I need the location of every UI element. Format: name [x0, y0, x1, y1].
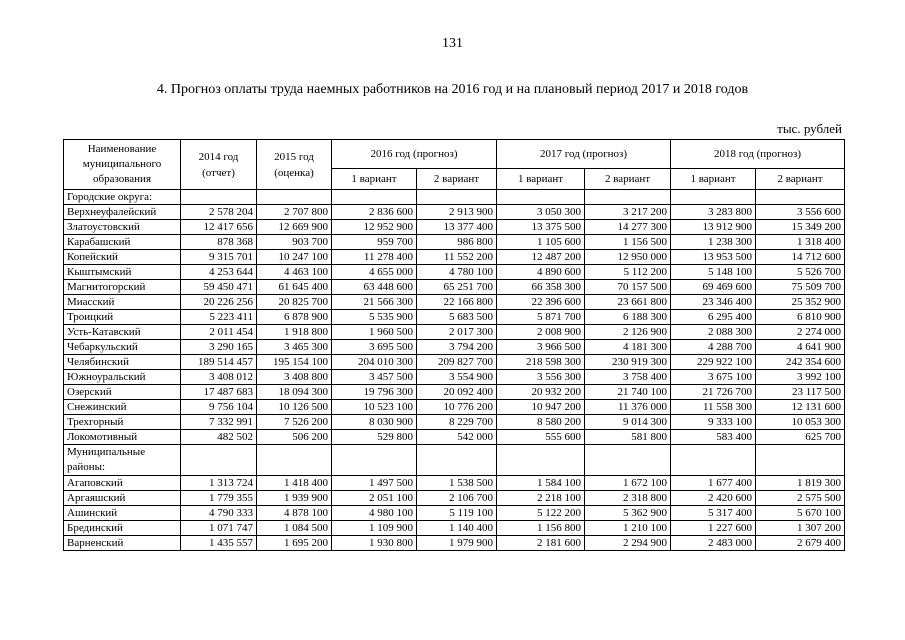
value-cell: 189 514 457	[181, 355, 257, 370]
value-cell: 4 790 333	[181, 506, 257, 521]
table-row	[64, 355, 845, 370]
value-cell: 1 538 500	[417, 476, 497, 491]
value-cell: 2 294 900	[585, 536, 671, 551]
value-cell: 529 800	[332, 430, 417, 445]
value-cell: 3 675 100	[671, 370, 756, 385]
header-2018: 2018 год (прогноз)	[671, 140, 845, 169]
value-cell: 1 238 300	[671, 235, 756, 250]
value-cell: 2 274 000	[756, 325, 845, 340]
section-row	[64, 190, 845, 205]
value-cell: 10 126 500	[257, 400, 332, 415]
value-cell: 482 502	[181, 430, 257, 445]
header-2018-variant-1: 1 вариант	[671, 169, 756, 190]
value-cell: 9 315 701	[181, 250, 257, 265]
table-row	[64, 400, 845, 415]
table-title: 4. Прогноз оплаты труда наемных работников на 2016 год и на плановый период 2017 и 2018 годов	[156, 82, 749, 97]
table-row	[64, 385, 845, 400]
value-cell: 10 053 300	[756, 415, 845, 430]
table-row	[64, 476, 845, 491]
value-cell: 15 349 200	[756, 220, 845, 235]
header-2018-variant-2: 2 вариант	[756, 169, 845, 190]
page-number: 131	[442, 36, 463, 51]
table-row	[64, 295, 845, 310]
value-cell: 19 796 300	[332, 385, 417, 400]
value-cell: 66 358 300	[497, 280, 585, 295]
value-cell: 2 181 600	[497, 536, 585, 551]
empty-cell	[181, 445, 257, 476]
value-cell: 3 966 500	[497, 340, 585, 355]
value-cell: 13 375 500	[497, 220, 585, 235]
value-cell: 218 598 300	[497, 355, 585, 370]
value-cell: 959 700	[332, 235, 417, 250]
value-cell: 3 465 300	[257, 340, 332, 355]
value-cell: 5 148 100	[671, 265, 756, 280]
value-cell: 1 695 200	[257, 536, 332, 551]
value-cell: 23 661 800	[585, 295, 671, 310]
value-cell: 69 469 600	[671, 280, 756, 295]
value-cell: 2 420 600	[671, 491, 756, 506]
value-cell: 7 332 991	[181, 415, 257, 430]
value-cell: 506 200	[257, 430, 332, 445]
value-cell: 3 283 800	[671, 205, 756, 220]
value-cell: 6 188 300	[585, 310, 671, 325]
municipality-name: Миасский	[64, 295, 181, 310]
value-cell: 10 523 100	[332, 400, 417, 415]
value-cell: 7 526 200	[257, 415, 332, 430]
table-row	[64, 235, 845, 250]
header-2016: 2016 год (прогноз)	[332, 140, 497, 169]
value-cell: 209 827 700	[417, 355, 497, 370]
value-cell: 6 810 900	[756, 310, 845, 325]
section-title: Муниципальные районы:	[64, 445, 181, 476]
value-cell: 1 819 300	[756, 476, 845, 491]
value-cell: 2 051 100	[332, 491, 417, 506]
municipality-name: Трехгорный	[64, 415, 181, 430]
header-2017-variant-1: 1 вариант	[497, 169, 585, 190]
municipality-name: Златоустовский	[64, 220, 181, 235]
table-body	[64, 190, 845, 551]
value-cell: 204 010 300	[332, 355, 417, 370]
value-cell: 6 878 900	[257, 310, 332, 325]
value-cell: 2 483 000	[671, 536, 756, 551]
value-cell: 2 218 100	[497, 491, 585, 506]
value-cell: 986 800	[417, 235, 497, 250]
value-cell: 5 223 411	[181, 310, 257, 325]
empty-cell	[332, 445, 417, 476]
value-cell: 2 008 900	[497, 325, 585, 340]
value-cell: 18 094 300	[257, 385, 332, 400]
value-cell: 2 088 300	[671, 325, 756, 340]
table-row	[64, 521, 845, 536]
header-2014: 2014 год (отчет)	[181, 140, 257, 190]
value-cell: 65 251 700	[417, 280, 497, 295]
table-row	[64, 280, 845, 295]
value-cell: 3 554 900	[417, 370, 497, 385]
empty-cell	[332, 190, 417, 205]
table-row	[64, 340, 845, 355]
value-cell: 3 408 012	[181, 370, 257, 385]
municipality-name: Карабашский	[64, 235, 181, 250]
value-cell: 5 362 900	[585, 506, 671, 521]
value-cell: 13 912 900	[671, 220, 756, 235]
value-cell: 1 140 400	[417, 521, 497, 536]
table-row	[64, 325, 845, 340]
value-cell: 1 156 800	[497, 521, 585, 536]
value-cell: 4 878 100	[257, 506, 332, 521]
value-cell: 1 939 900	[257, 491, 332, 506]
value-cell: 13 953 500	[671, 250, 756, 265]
section-title: Городские округа:	[64, 190, 181, 205]
empty-cell	[497, 190, 585, 205]
value-cell: 5 871 700	[497, 310, 585, 325]
value-cell: 3 408 800	[257, 370, 332, 385]
empty-cell	[756, 445, 845, 476]
value-cell: 3 290 165	[181, 340, 257, 355]
value-cell: 5 683 500	[417, 310, 497, 325]
value-cell: 21 726 700	[671, 385, 756, 400]
municipality-name: Верхнеуфалейский	[64, 205, 181, 220]
municipality-name: Снежинский	[64, 400, 181, 415]
value-cell: 1 227 600	[671, 521, 756, 536]
value-cell: 25 352 900	[756, 295, 845, 310]
value-cell: 22 396 600	[497, 295, 585, 310]
value-cell: 3 758 400	[585, 370, 671, 385]
value-cell: 1 779 355	[181, 491, 257, 506]
header-2017: 2017 год (прогноз)	[497, 140, 671, 169]
value-cell: 242 354 600	[756, 355, 845, 370]
value-cell: 1 960 500	[332, 325, 417, 340]
value-cell: 13 377 400	[417, 220, 497, 235]
value-cell: 8 030 900	[332, 415, 417, 430]
table-row	[64, 220, 845, 235]
value-cell: 1 435 557	[181, 536, 257, 551]
value-cell: 2 126 900	[585, 325, 671, 340]
value-cell: 12 487 200	[497, 250, 585, 265]
municipality-name: Локомотивный	[64, 430, 181, 445]
municipality-name: Копейский	[64, 250, 181, 265]
empty-cell	[756, 190, 845, 205]
value-cell: 581 800	[585, 430, 671, 445]
table-row	[64, 250, 845, 265]
value-cell: 8 580 200	[497, 415, 585, 430]
value-cell: 22 166 800	[417, 295, 497, 310]
value-cell: 17 487 683	[181, 385, 257, 400]
value-cell: 5 526 700	[756, 265, 845, 280]
value-cell: 5 317 400	[671, 506, 756, 521]
value-cell: 20 825 700	[257, 295, 332, 310]
value-cell: 10 247 100	[257, 250, 332, 265]
value-cell: 1 210 100	[585, 521, 671, 536]
value-cell: 59 450 471	[181, 280, 257, 295]
empty-cell	[671, 445, 756, 476]
value-cell: 11 278 400	[332, 250, 417, 265]
municipality-name: Аргаяшский	[64, 491, 181, 506]
value-cell: 1 930 800	[332, 536, 417, 551]
units-label: тыс. рублей	[777, 121, 842, 136]
value-cell: 5 122 200	[497, 506, 585, 521]
header-2016-variant-1: 1 вариант	[332, 169, 417, 190]
value-cell: 1 918 800	[257, 325, 332, 340]
table-row	[64, 536, 845, 551]
value-cell: 70 157 500	[585, 280, 671, 295]
value-cell: 1 156 500	[585, 235, 671, 250]
value-cell: 20 932 200	[497, 385, 585, 400]
value-cell: 229 922 100	[671, 355, 756, 370]
municipality-name: Челябинский	[64, 355, 181, 370]
empty-cell	[417, 190, 497, 205]
municipality-name: Агаповский	[64, 476, 181, 491]
value-cell: 1 318 400	[756, 235, 845, 250]
empty-cell	[497, 445, 585, 476]
municipality-name: Кыштымский	[64, 265, 181, 280]
value-cell: 2 679 400	[756, 536, 845, 551]
value-cell: 4 980 100	[332, 506, 417, 521]
value-cell: 20 226 256	[181, 295, 257, 310]
header-2017-variant-2: 2 вариант	[585, 169, 671, 190]
value-cell: 4 641 900	[756, 340, 845, 355]
empty-cell	[181, 190, 257, 205]
value-cell: 11 552 200	[417, 250, 497, 265]
header-municipality: Наименование муниципального образования	[64, 140, 181, 190]
value-cell: 4 288 700	[671, 340, 756, 355]
value-cell: 2 575 500	[756, 491, 845, 506]
table-row	[64, 491, 845, 506]
table-row	[64, 506, 845, 521]
table-row	[64, 310, 845, 325]
value-cell: 12 950 000	[585, 250, 671, 265]
value-cell: 2 836 600	[332, 205, 417, 220]
value-cell: 12 417 656	[181, 220, 257, 235]
value-cell: 1 313 724	[181, 476, 257, 491]
value-cell: 10 947 200	[497, 400, 585, 415]
value-cell: 3 695 500	[332, 340, 417, 355]
value-cell: 9 014 300	[585, 415, 671, 430]
value-cell: 2 017 300	[417, 325, 497, 340]
value-cell: 14 712 600	[756, 250, 845, 265]
municipality-name: Магнитогорский	[64, 280, 181, 295]
value-cell: 1 418 400	[257, 476, 332, 491]
value-cell: 3 992 100	[756, 370, 845, 385]
value-cell: 878 368	[181, 235, 257, 250]
value-cell: 2 578 204	[181, 205, 257, 220]
value-cell: 1 677 400	[671, 476, 756, 491]
value-cell: 4 890 600	[497, 265, 585, 280]
table-row	[64, 415, 845, 430]
value-cell: 2 913 900	[417, 205, 497, 220]
municipality-name: Усть-Катавский	[64, 325, 181, 340]
value-cell: 1 497 500	[332, 476, 417, 491]
value-cell: 9 756 104	[181, 400, 257, 415]
value-cell: 2 318 800	[585, 491, 671, 506]
empty-cell	[257, 190, 332, 205]
value-cell: 11 376 000	[585, 400, 671, 415]
value-cell: 63 448 600	[332, 280, 417, 295]
table-row	[64, 205, 845, 220]
empty-cell	[257, 445, 332, 476]
municipality-name: Варненский	[64, 536, 181, 551]
value-cell: 3 457 500	[332, 370, 417, 385]
value-cell: 5 670 100	[756, 506, 845, 521]
value-cell: 3 794 200	[417, 340, 497, 355]
value-cell: 5 112 200	[585, 265, 671, 280]
value-cell: 1 672 100	[585, 476, 671, 491]
value-cell: 3 556 300	[497, 370, 585, 385]
value-cell: 1 109 900	[332, 521, 417, 536]
value-cell: 12 131 600	[756, 400, 845, 415]
value-cell: 903 700	[257, 235, 332, 250]
value-cell: 5 535 900	[332, 310, 417, 325]
value-cell: 11 558 300	[671, 400, 756, 415]
value-cell: 10 776 200	[417, 400, 497, 415]
value-cell: 5 119 100	[417, 506, 497, 521]
value-cell: 230 919 300	[585, 355, 671, 370]
value-cell: 1 307 200	[756, 521, 845, 536]
municipality-name: Чебаркульский	[64, 340, 181, 355]
value-cell: 1 584 100	[497, 476, 585, 491]
value-cell: 3 050 300	[497, 205, 585, 220]
value-cell: 4 181 300	[585, 340, 671, 355]
value-cell: 3 556 600	[756, 205, 845, 220]
value-cell: 2 011 454	[181, 325, 257, 340]
value-cell: 195 154 100	[257, 355, 332, 370]
municipality-name: Ашинский	[64, 506, 181, 521]
value-cell: 21 740 100	[585, 385, 671, 400]
header-2016-variant-2: 2 вариант	[417, 169, 497, 190]
value-cell: 1 071 747	[181, 521, 257, 536]
value-cell: 4 463 100	[257, 265, 332, 280]
municipality-name: Брединский	[64, 521, 181, 536]
value-cell: 555 600	[497, 430, 585, 445]
value-cell: 1 084 500	[257, 521, 332, 536]
value-cell: 4 253 644	[181, 265, 257, 280]
value-cell: 4 780 100	[417, 265, 497, 280]
table-row	[64, 265, 845, 280]
value-cell: 14 277 300	[585, 220, 671, 235]
value-cell: 6 295 400	[671, 310, 756, 325]
value-cell: 12 669 900	[257, 220, 332, 235]
value-cell: 61 645 400	[257, 280, 332, 295]
header-2015: 2015 год (оценка)	[257, 140, 332, 190]
value-cell: 3 217 200	[585, 205, 671, 220]
empty-cell	[585, 190, 671, 205]
value-cell: 23 346 400	[671, 295, 756, 310]
value-cell: 8 229 700	[417, 415, 497, 430]
value-cell: 20 092 400	[417, 385, 497, 400]
table-row	[64, 430, 845, 445]
value-cell: 542 000	[417, 430, 497, 445]
municipality-name: Троицкий	[64, 310, 181, 325]
empty-cell	[585, 445, 671, 476]
empty-cell	[417, 445, 497, 476]
value-cell: 583 400	[671, 430, 756, 445]
value-cell: 21 566 300	[332, 295, 417, 310]
value-cell: 1 979 900	[417, 536, 497, 551]
value-cell: 75 509 700	[756, 280, 845, 295]
table-row	[64, 370, 845, 385]
section-row	[64, 445, 845, 476]
value-cell: 2 707 800	[257, 205, 332, 220]
value-cell: 23 117 500	[756, 385, 845, 400]
value-cell: 2 106 700	[417, 491, 497, 506]
value-cell: 4 655 000	[332, 265, 417, 280]
salary-forecast-table	[63, 139, 845, 551]
municipality-name: Южноуральский	[64, 370, 181, 385]
value-cell: 12 952 900	[332, 220, 417, 235]
value-cell: 1 105 600	[497, 235, 585, 250]
value-cell: 625 700	[756, 430, 845, 445]
value-cell: 9 333 100	[671, 415, 756, 430]
empty-cell	[671, 190, 756, 205]
municipality-name: Озерский	[64, 385, 181, 400]
